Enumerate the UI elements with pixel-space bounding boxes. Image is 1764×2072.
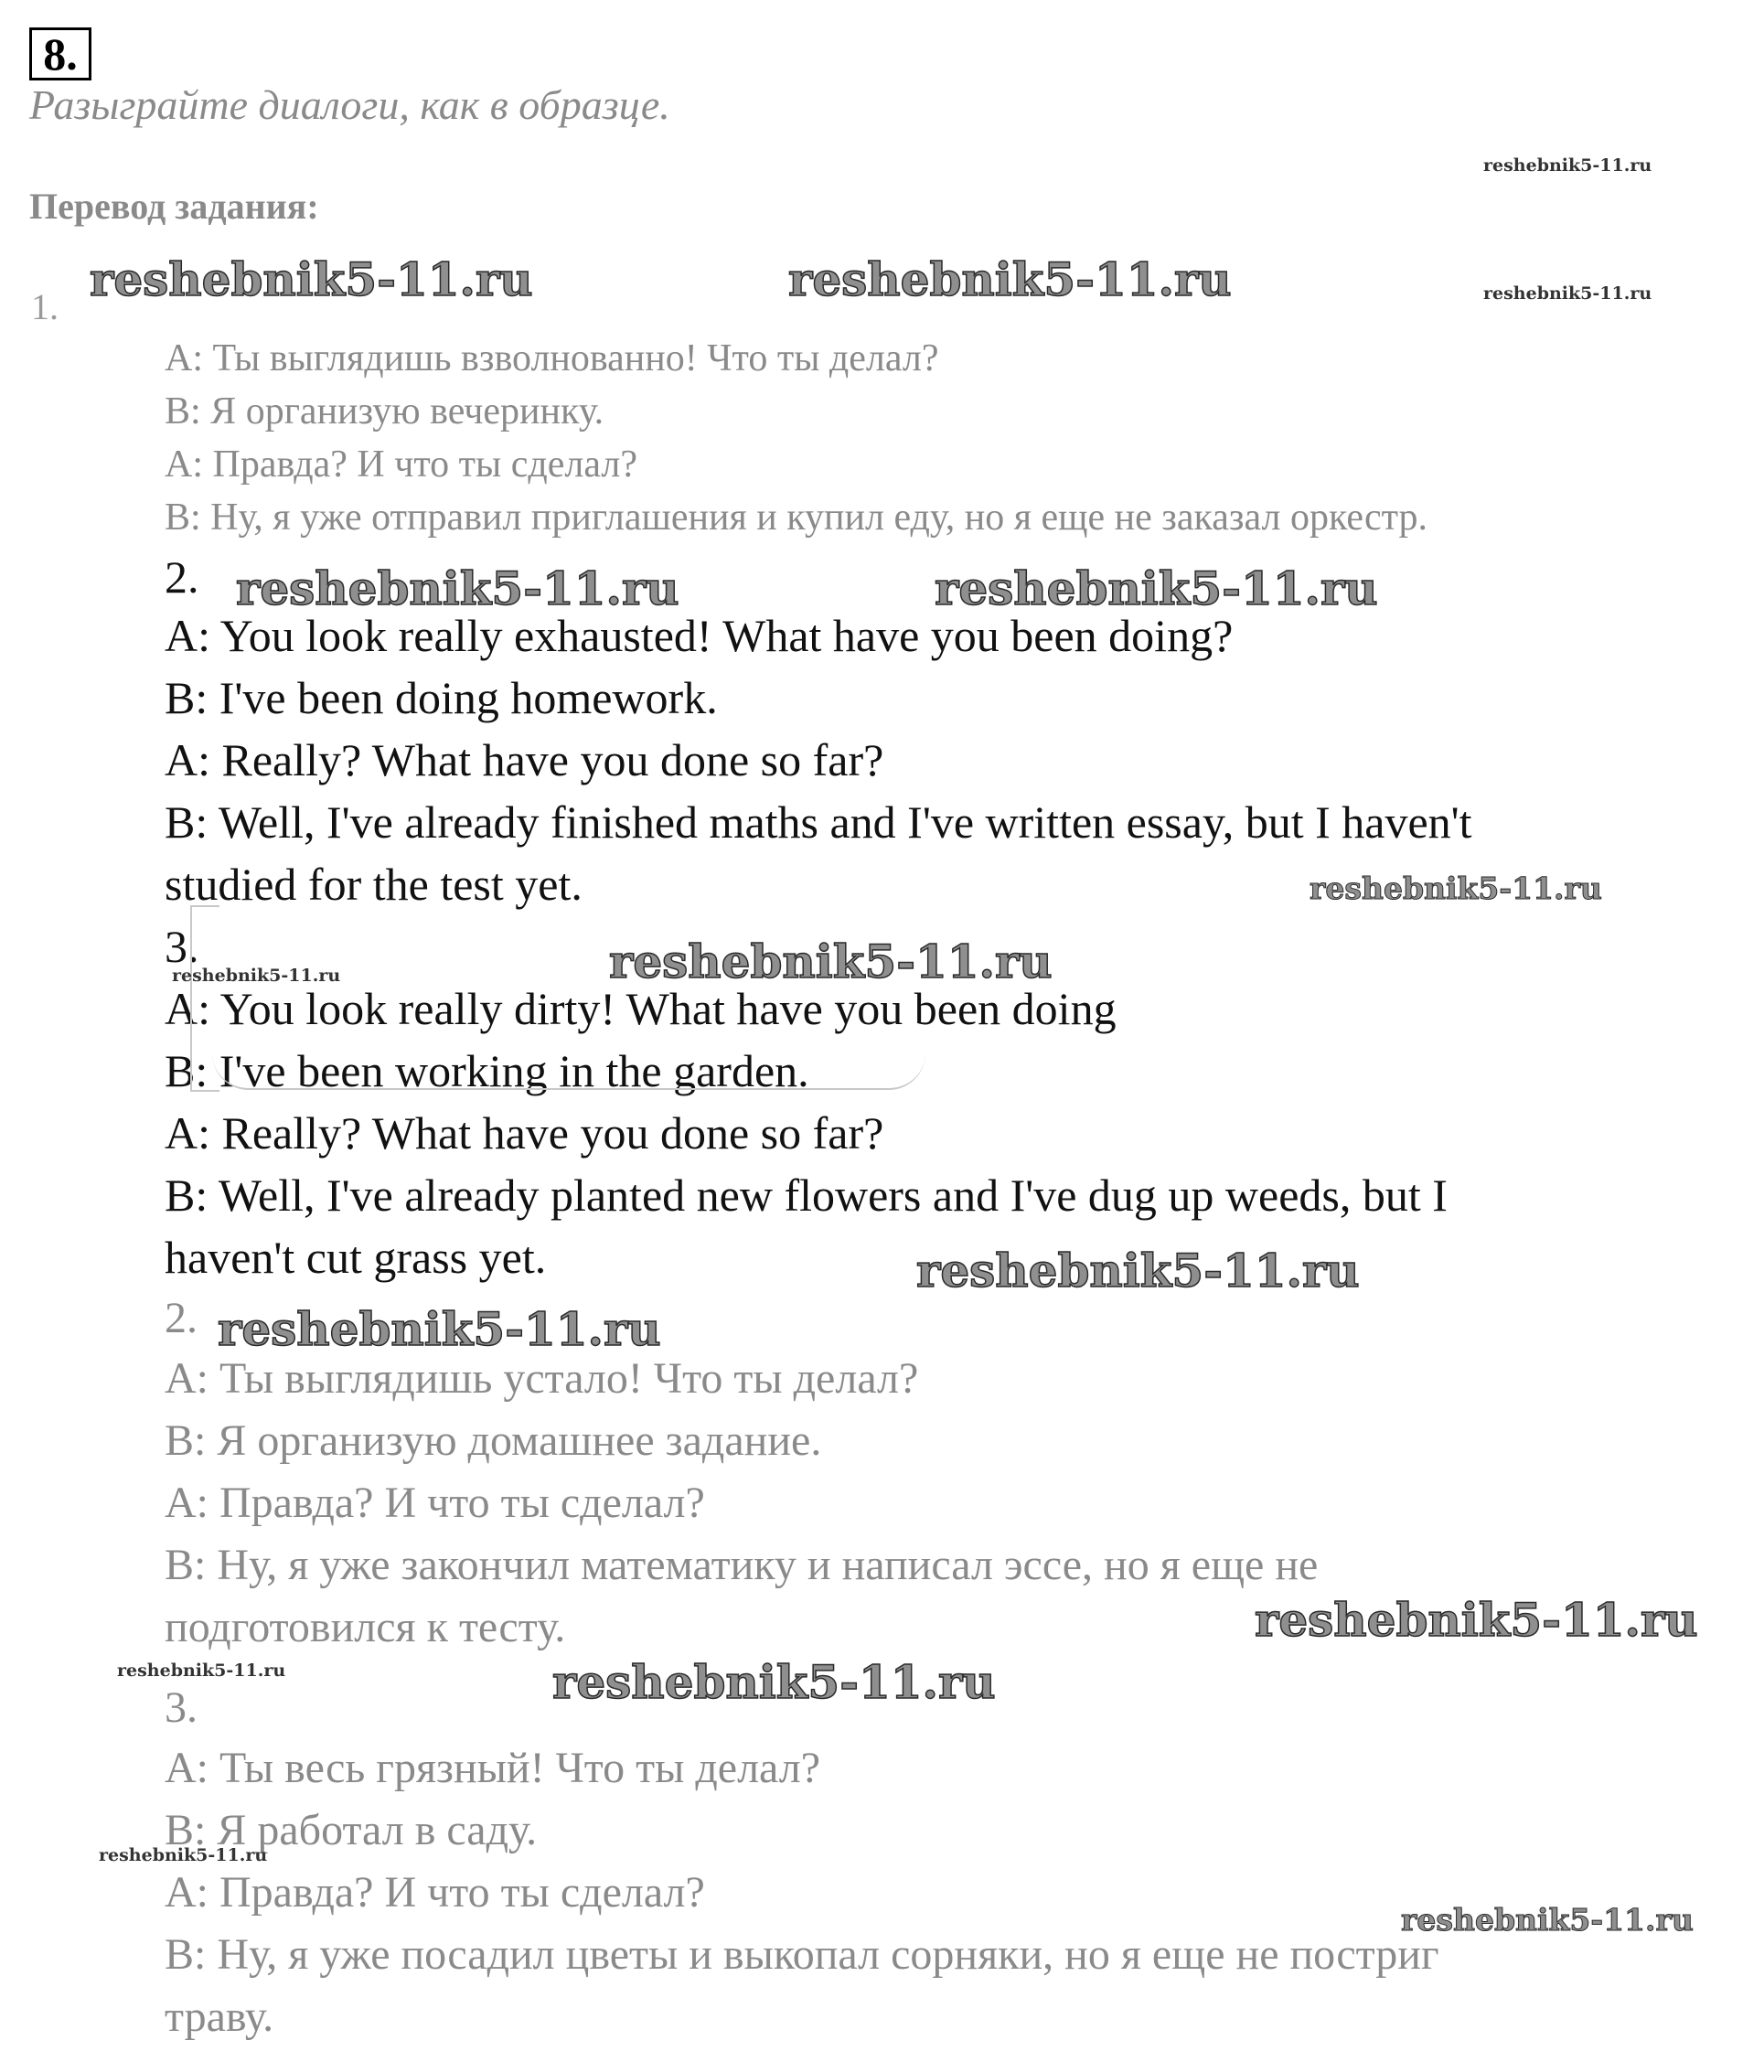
dialogue-2-line: A: You look really exhausted! What have you been doing? [165, 610, 1234, 661]
dialogue-3-line: haven't cut grass yet. [165, 1232, 547, 1283]
watermark: reshebnik5-11.ru [99, 1845, 268, 1865]
translation-3-line: В: Я работал в саду. [165, 1806, 538, 1854]
translation-1-label: 1. [31, 286, 59, 327]
watermark: reshebnik5-11.ru [788, 252, 1232, 306]
translation-3-line: траву. [165, 1992, 274, 2041]
dialogue-2-line: A: Really? What have you done so far? [165, 734, 884, 785]
watermark: reshebnik5-11.ru [1483, 155, 1652, 176]
watermark: reshebnik5-11.ru [172, 966, 341, 986]
translation-2-line: А: Ты выглядишь устало! Что ты делал? [165, 1354, 919, 1403]
watermark: reshebnik5-11.ru [218, 1302, 661, 1356]
watermark: reshebnik5-11.ru [236, 561, 679, 615]
dialogue-3-line: B: I've been working in the garden. [165, 1045, 809, 1096]
instruction: Разыграйте диалоги, как в образце. [29, 81, 670, 128]
exercise-number: 8. [29, 27, 91, 80]
dialogue-3-line: A: Really? What have you done so far? [165, 1107, 884, 1159]
dialogue-2-line: B: Well, I've already finished maths and I've written essay, but I haven't [165, 796, 1472, 848]
translation-2-line: А: Правда? И что ты сделал? [165, 1479, 705, 1527]
translation-2-line: подготовился к тесту. [165, 1603, 566, 1651]
translation-3-line: А: Ты весь грязный! Что ты делал? [165, 1744, 821, 1792]
watermark: reshebnik5-11.ru [1255, 1593, 1698, 1647]
translation-3-label: 3. [165, 1683, 198, 1732]
translation-1-line: В: Я организую вечеринку. [165, 390, 604, 433]
translation-1-line: В: Ну, я уже отправил приглашения и купил еду, но я еще не заказал оркестр. [165, 497, 1428, 539]
dialogue-3-line: A: You look really dirty! What have you been doing [165, 983, 1117, 1034]
dialogue-2-label: 2. [165, 551, 199, 603]
translation-heading: Перевод задания: [29, 186, 319, 227]
watermark: reshebnik5-11.ru [117, 1661, 286, 1681]
dialogue-3-label: 3. [165, 921, 199, 972]
translation-2-line: В: Ну, я уже закончил математику и написал эссе, но я еще не [165, 1541, 1319, 1589]
watermark: reshebnik5-11.ru [90, 252, 533, 306]
scan-artifact [212, 1006, 925, 1090]
watermark: reshebnik5-11.ru [935, 561, 1378, 615]
translation-1-line: А: Правда? И что ты сделал? [165, 443, 637, 486]
dialogue-3-line: B: Well, I've already planted new flowers and I've dug up weeds, but I [165, 1170, 1448, 1221]
dialogue-2-line: studied for the test yet. [165, 859, 583, 910]
watermark: reshebnik5-11.ru [1401, 1902, 1694, 1938]
watermark: reshebnik5-11.ru [1483, 283, 1652, 304]
translation-2-label: 2. [165, 1294, 198, 1342]
translation-3-line: В: Ну, я уже посадил цветы и выкопал сорняки, но я еще не постриг [165, 1930, 1439, 1979]
translation-2-line: В: Я организую домашнее задание. [165, 1416, 822, 1465]
watermark: reshebnik5-11.ru [1310, 870, 1602, 906]
watermark: reshebnik5-11.ru [609, 935, 1053, 988]
dialogue-2-line: B: I've been doing homework. [165, 672, 718, 723]
translation-3-line: А: Правда? И что ты сделал? [165, 1868, 705, 1917]
watermark: reshebnik5-11.ru [552, 1655, 996, 1709]
watermark: reshebnik5-11.ru [916, 1244, 1360, 1298]
translation-1-line: А: Ты выглядишь взволнованно! Что ты делал? [165, 337, 939, 379]
